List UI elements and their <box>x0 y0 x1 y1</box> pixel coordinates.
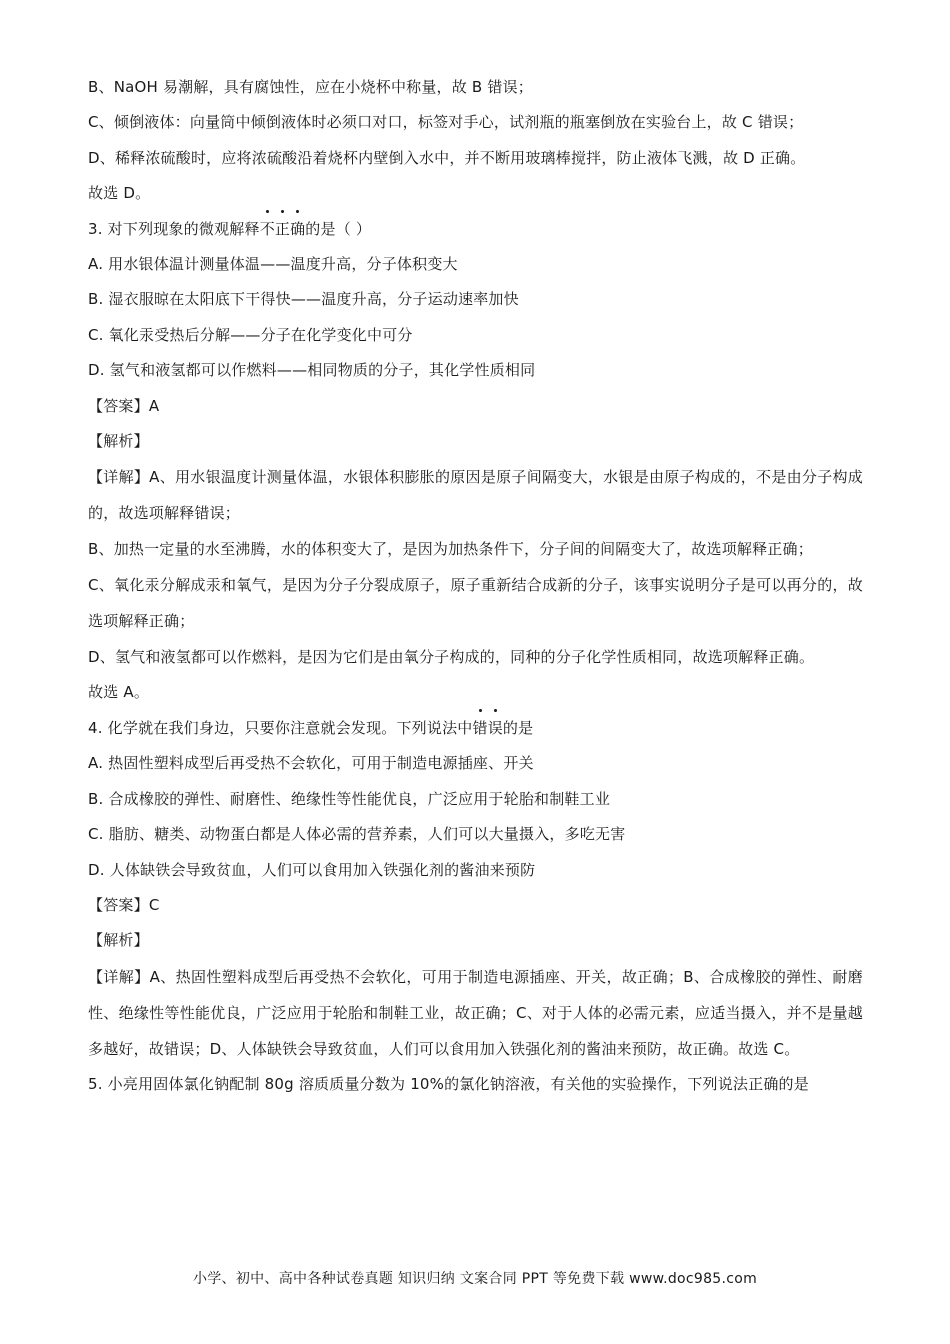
q4-answer-value: C <box>148 895 160 914</box>
q3-option-b: B. 湿衣服晾在太阳底下干得快——温度升高，分子运动速率加快 <box>88 290 519 309</box>
q3-detail-b: B、加热一定量的水至沸腾，水的体积变大了，是因为加热条件下，分子间的间隔变大了，故选项解释正确； <box>88 540 813 559</box>
q3-analysis-tag: 【解析】 <box>88 432 149 451</box>
q3-stem <box>88 212 863 247</box>
q4-emph-char-1: 错 <box>472 711 487 746</box>
q4-stem-post: 的是 <box>502 718 534 737</box>
q4-option-d: D. 人体缺铁会导致贫血，人们可以食用加入铁强化剂的酱油来预防 <box>88 860 536 879</box>
q3-detail-c: C、氧化汞分解成汞和氧气，是因为分子分裂成原子，原子重新结合成新的分子，该事实说明分子是可以再分的，故选项解释正确； <box>88 576 863 631</box>
q5-stem: 5. 小亮用固体氯化钠配制 80g 溶质质量分数为 10%的氯化钠溶液，有关他的实验操作，下列说法正确的是 <box>88 1074 809 1093</box>
q3-option-d: D. 氢气和液氢都可以作燃料——相同物质的分子，其化学性质相同 <box>88 361 536 380</box>
q4-detail-tag: 【详解】 <box>88 967 150 986</box>
q3-conclusion: 故选 A。 <box>88 683 150 702</box>
q4-detail-text: A、热固性塑料成型后再受热不会软化，可用于制造电源插座、开关，故正确；B、合成橡胶的弹性、耐磨性、绝缘性等性能优良，广泛应用于轮胎和制鞋工业，故正确；C、对于人体的必需元素，应适当摄入，并不是量越多越好，故错误；D、人体缺铁会导致贫血，人们可以食用加入铁强化剂的酱油来预防，故正确。故选 C。 <box>88 967 863 1058</box>
q4-option-b: B. 合成橡胶的弹性、耐磨性、绝缘性等性能优良，广泛应用于轮胎和制鞋工业 <box>88 789 611 808</box>
q4-stem <box>88 711 863 746</box>
q3-detail-a <box>88 459 863 531</box>
q4-option-c: C. 脂肪、糖类、动物蛋白都是人体必需的营养素，人们可以大量摄入，多吃无害 <box>88 825 626 844</box>
q3-option-a: A. 用水银体温计测量体温——温度升高，分子体积变大 <box>88 255 458 274</box>
q4-answer-tag: 【答案】 <box>88 895 149 914</box>
q4-option-a: A. 热固性塑料成型后再受热不会软化，可用于制造电源插座、开关 <box>88 754 534 773</box>
q3-answer-tag: 【答案】 <box>88 396 149 415</box>
document-content <box>88 70 863 1102</box>
q4-stem-pre: 4. 化学就在我们身边，只要你注意就会发现。下列说法中 <box>88 718 473 737</box>
q3-emph-char-2: 正 <box>275 212 290 247</box>
q2-option-d-explanation: D、稀释浓硫酸时，应将浓硫酸沿着烧杯内壁倒入水中，并不断用玻璃棒搅拌，防止液体飞溅，故 D 正确。 <box>88 148 806 167</box>
q3-answer-value: A <box>148 396 160 415</box>
q3-detail-tag: 【详解】 <box>88 468 150 487</box>
q4-detail <box>88 959 863 1067</box>
q3-option-c: C. 氧化汞受热后分解——分子在化学变化中可分 <box>88 325 413 344</box>
q3-emph-char-1: 不 <box>260 212 275 247</box>
q3-answer <box>88 389 863 424</box>
q4-emph-char-2: 误 <box>488 711 503 746</box>
q3-stem-post: 的是（ ） <box>305 219 372 238</box>
q4-analysis-tag: 【解析】 <box>88 931 149 950</box>
q2-option-c-explanation: C、倾倒液体：向量筒中倾倒液体时必须口对口，标签对手心，试剂瓶的瓶塞倒放在实验台上，故 C 错误； <box>88 113 804 132</box>
q3-detail-a-text: A、用水银温度计测量体温，水银体积膨胀的原因是原子间隔变大，水银是由原子构成的，不是由分子构成的，故选项解释错误； <box>88 468 863 523</box>
q2-option-b-explanation: B、NaOH 易潮解，具有腐蚀性，应在小烧杯中称量，故 B 错误； <box>88 78 533 96</box>
q3-emph-char-3: 确 <box>290 212 305 247</box>
q2-conclusion: 故选 D。 <box>88 184 151 203</box>
q3-stem-pre: 3. 对下列现象的微观解释 <box>88 219 260 238</box>
q3-detail-d: D、氢气和液氢都可以作燃料，是因为它们是由氧分子构成的，同种的分子化学性质相同，故选项解释正确。 <box>88 648 815 667</box>
page-footer: 小学、初中、高中各种试卷真题 知识归纳 文案合同 PPT 等免费下载 www.doc985.com <box>192 1271 758 1287</box>
q4-answer <box>88 888 863 923</box>
